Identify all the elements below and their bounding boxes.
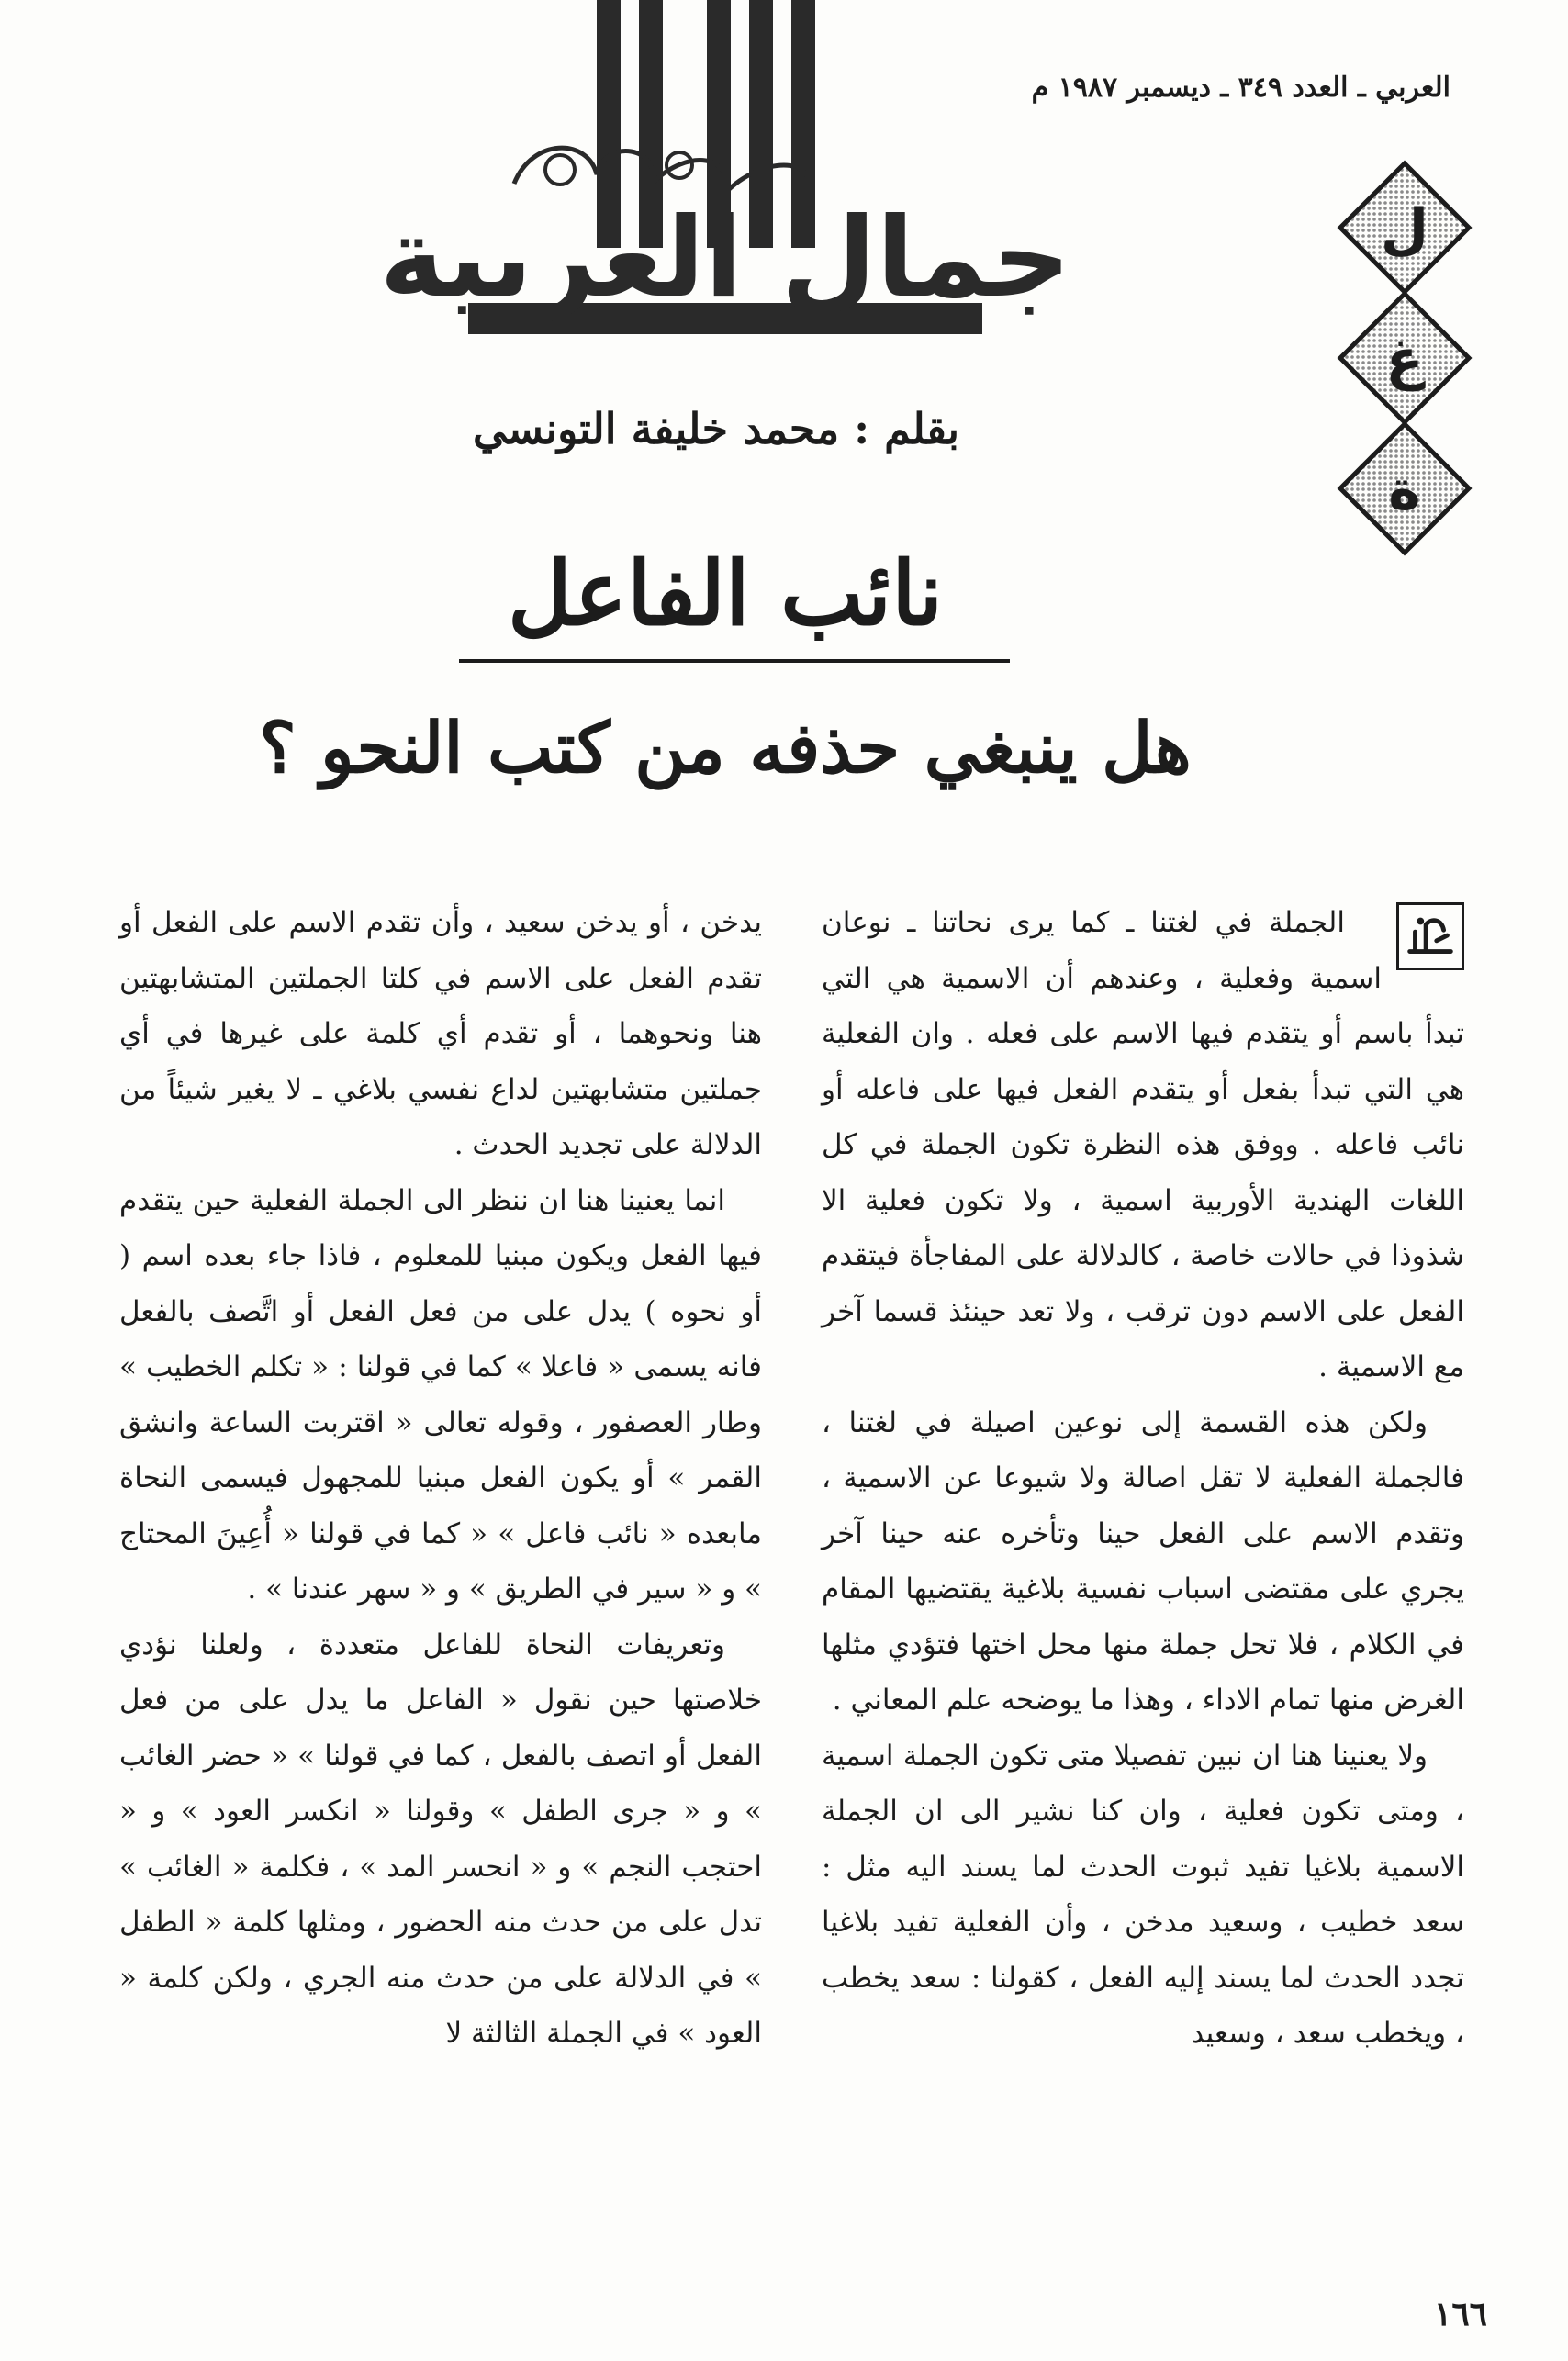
calligraphic-dropcap-icon xyxy=(1396,902,1464,970)
diamond-letter: ل xyxy=(1380,197,1429,262)
diamond-letter: غ xyxy=(1385,328,1424,392)
paragraph: يدخن ، أو يدخن سعيد ، وأن تقدم الاسم على الفعل أو تقدم الفعل على الاسم في كلتا الجملتين المتشابهتين هنا ونحوهما ، أو تقدم أي كلمة على غيرها في أي جملتين متشابهتين لداع نفسي بلاغي ـ لا يغير شيئاً من الدلالة على تجديد الحدث . xyxy=(119,906,762,1161)
section-masthead-logo xyxy=(379,0,1071,386)
paragraph: ولا يعنينا هنا ان نبين تفصيلا متى تكون الجملة اسمية ، ومتى تكون فعلية ، وان كنا نشير الى ان الجملة الاسمية بلاغيا تفيد ثبوت الحدث لما يسند اليه مثل : سعد خطيب ، وسعيد مدخن ، وأن الفعلية تفيد بلاغيا تجدد الحدث لما يسند إليه الفعل ، كقولنا : سعد يخطب ، ويخطب سعد ، وسعيد xyxy=(822,1739,1464,2050)
paragraph: وتعريفات النحاة للفاعل متعددة ، ولعلنا نؤدي خلاصتها حين نقول « الفاعل ما يدل على من فعل الفعل أو اتصف بالفعل ، كما في قولنا » « حضر الغائب » و « جرى الطفل » وقولنا « انكسر العود » و « احتجب النجم » و « انحسر المد » ، فكلمة « الغائب » تدل على من حدث منه الحضور ، ومثلها كلمة « الطفل » في الدلالة على من حدث منه الجري ، ولكن كلمة « العود » في الجملة الثالثة لا xyxy=(119,1628,762,2050)
article-title: نائب الفاعل xyxy=(507,542,944,645)
diamond-letter: ة xyxy=(1388,458,1421,522)
paragraph: الجملة في لغتنا ـ كما يرى نحاتنا ـ نوعان اسمية وفعلية ، وعندهم أن الاسمية هي التي تبدأ باسم أو يتقدم فيها الاسم على فعله . وان الفعلية هي التي تبدأ بفعل أو يتقدم الفعل فيها على فاعله أو نائب فاعله . ووفق هذه النظرة تكون الجملة في كل اللغات الهندية الأوربية اسمية ، ولا تكون فعلية الا شذوذا في حالات خاصة ، كالدلالة على المفاجأة فيتقدم الفعل على الاسم دون ترقب ، ولا تعد حينئذ قسما آخر مع الاسمية . xyxy=(822,906,1464,1383)
article-subtitle: هل ينبغي حذفه من كتب النحو ؟ xyxy=(259,707,1192,789)
article-column-left xyxy=(119,895,762,2062)
diamond-taa-icon xyxy=(1340,424,1469,553)
article-column-right xyxy=(822,895,1464,2062)
calligraphy-logo xyxy=(379,0,1071,386)
byline: بقلم : محمد خليفة التونسي xyxy=(472,404,960,453)
issue-line: العربي ـ العدد ٣٤٩ ـ ديسمبر ١٩٨٧ م xyxy=(1031,72,1450,104)
title-underline xyxy=(459,659,1010,663)
paragraph: انما يعنينا هنا ان ننظر الى الجملة الفعلية حين يتقدم فيها الفعل ويكون مبنيا للمعلوم ، فاذا جاء بعده اسم ( أو نحوه ) يدل على من فعل الفعل أو اتَّصف بالفعل فانه يسمى « فاعلا » كما في قولنا : « تكلم الخطيب » وطار العصفور ، وقوله تعالى « اقتربت الساعة وانشق القمر » أو يكون الفعل مبنيا للمجهول فيسمى النحاة مابعده « نائب فاعل » « كما في قولنا « أُعِينَ المحتاج » و « سير في الطريق » و « سهر عندنا » . xyxy=(119,1183,762,1606)
logo-text: جمال العربية xyxy=(379,195,1071,322)
paragraph: ولكن هذه القسمة إلى نوعين اصيلة في لغتنا ، فالجملة الفعلية لا تقل اصالة ولا شيوعا عن الاسمية ، وتقدم الاسم على الفعل حينا وتأخره عنه حينا آخر يجري على مقتضى اسباب نفسية بلاغية يقتضيها المقام في الكلام ، فلا تحل جملة منها محل اختها فتؤدي مثلها الغرض منها تمام الاداء ، وهذا ما يوضحه علم المعاني . xyxy=(822,1405,1464,1717)
diamond-letter-icons xyxy=(1322,156,1487,560)
page-number: ١٦٦ xyxy=(1433,2295,1487,2333)
diamond-ghayn-icon xyxy=(1340,294,1469,422)
diamond-lam-icon xyxy=(1340,163,1469,292)
